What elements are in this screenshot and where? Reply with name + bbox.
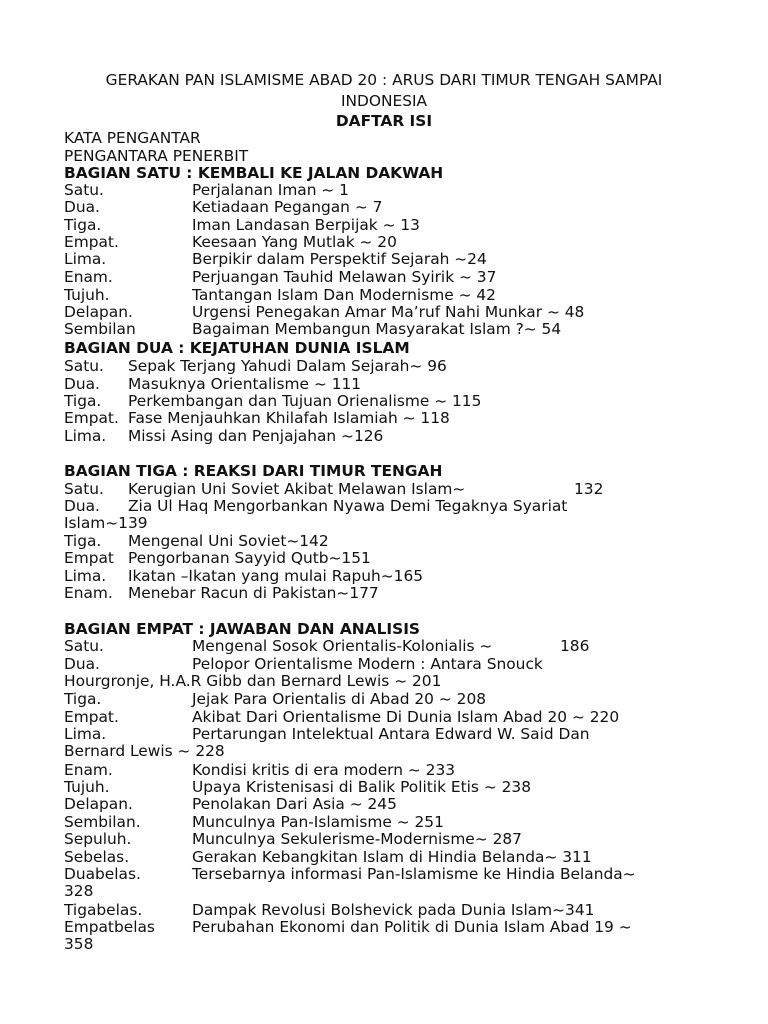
toc-item-number: Lima. xyxy=(64,250,107,268)
toc-heading: DAFTAR ISI xyxy=(335,112,433,130)
toc-item-number: Tigabelas. xyxy=(64,901,143,919)
toc-item-number: Enam. xyxy=(64,761,113,779)
toc-item-title: Pengorbanan Sayyid Qutb~151 xyxy=(128,549,371,567)
toc-item-number: Tujuh. xyxy=(64,286,110,304)
toc-item-number: Delapan. xyxy=(64,303,133,321)
toc-item-number: Satu. xyxy=(64,357,104,375)
toc-item-title: Perubahan Ekonomi dan Politik di Dunia Islam Abad 19 ~ xyxy=(192,918,632,936)
toc-item-continuation: 358 xyxy=(64,935,94,953)
toc-item-number: Satu. xyxy=(64,637,104,655)
part-heading: BAGIAN TIGA : REAKSI DARI TIMUR TENGAH xyxy=(64,462,443,480)
toc-item-number: Dua. xyxy=(64,655,100,673)
toc-item-title: Munculnya Pan-Islamisme ~ 251 xyxy=(192,813,444,831)
toc-item-number: Tiga. xyxy=(64,216,102,234)
toc-item-number: Tiga. xyxy=(64,690,102,708)
toc-item-number: Lima. xyxy=(64,427,107,445)
toc-item-number: Sebelas. xyxy=(64,848,130,866)
toc-item-title: Zia Ul Haq Mengorbankan Nyawa Demi Tegaknya Syariat xyxy=(128,497,568,515)
toc-item-title: Kondisi kritis di era modern ~ 233 xyxy=(192,761,456,779)
toc-item-page: 132 xyxy=(574,480,604,498)
toc-item-title: Bagaiman Membangun Masyarakat Islam ?~ 54 xyxy=(192,320,562,338)
toc-item-number: Duabelas. xyxy=(64,865,141,883)
toc-item-number: Empat. xyxy=(64,708,119,726)
toc-item-number: Delapan. xyxy=(64,795,133,813)
toc-item-title: Missi Asing dan Penjajahan ~126 xyxy=(128,427,384,445)
toc-item-title: Menebar Racun di Pakistan~177 xyxy=(128,584,379,602)
toc-item-continuation: Islam~139 xyxy=(64,514,148,532)
toc-item-number: Tujuh. xyxy=(64,778,110,796)
front-matter-publisher-note: PENGANTARA PENERBIT xyxy=(64,147,249,165)
toc-item-title: Tantangan Islam Dan Modernisme ~ 42 xyxy=(192,286,496,304)
toc-item-title: Kerugian Uni Soviet Akibat Melawan Islam~ xyxy=(128,480,466,498)
toc-item-number: Dua. xyxy=(64,497,100,515)
toc-item-number: Empatbelas xyxy=(64,918,155,936)
toc-item-title: Iman Landasan Berpijak ~ 13 xyxy=(192,216,420,234)
toc-item-title: Urgensi Penegakan Amar Ma’ruf Nahi Munkar ~ 48 xyxy=(192,303,585,321)
front-matter-foreword: KATA PENGANTAR xyxy=(64,129,201,147)
document-title-line-1: GERAKAN PAN ISLAMISME ABAD 20 : ARUS DARI TIMUR TENGAH SAMPAI xyxy=(105,71,663,89)
toc-item-title: Akibat Dari Orientalisme Di Dunia Islam Abad 20 ~ 220 xyxy=(192,708,620,726)
document-title-line-2: INDONESIA xyxy=(340,92,428,110)
toc-item-title: Jejak Para Orientalis di Abad 20 ~ 208 xyxy=(192,690,487,708)
toc-item-title: Ketiadaan Pegangan ~ 7 xyxy=(192,198,383,216)
toc-item-number: Lima. xyxy=(64,725,107,743)
toc-item-title: Mengenal Sosok Orientalis-Kolonialis ~ xyxy=(192,637,493,655)
toc-item-title: Upaya Kristenisasi di Balik Politik Etis ~ 238 xyxy=(192,778,531,796)
toc-item-title: Masuknya Orientalisme ~ 111 xyxy=(128,375,362,393)
toc-item-number: Satu. xyxy=(64,480,104,498)
toc-item-number: Satu. xyxy=(64,181,104,199)
toc-item-title: Sepak Terjang Yahudi Dalam Sejarah~ 96 xyxy=(128,357,447,375)
toc-item-title: Dampak Revolusi Bolshevick pada Dunia Islam~341 xyxy=(192,901,595,919)
toc-item-title: Fase Menjauhkan Khilafah Islamiah ~ 118 xyxy=(128,409,450,427)
toc-item-page: 186 xyxy=(560,637,590,655)
toc-item-title: Pelopor Orientalisme Modern : Antara Snouck xyxy=(192,655,543,673)
toc-item-number: Dua. xyxy=(64,198,100,216)
part-heading: BAGIAN DUA : KEJATUHAN DUNIA ISLAM xyxy=(64,339,410,357)
toc-item-number: Enam. xyxy=(64,584,113,602)
part-heading: BAGIAN EMPAT : JAWABAN DAN ANALISIS xyxy=(64,620,421,638)
toc-item-title: Pertarungan Intelektual Antara Edward W. Said Dan xyxy=(192,725,590,743)
toc-item-number: Lima. xyxy=(64,567,107,585)
toc-item-number: Sembilan. xyxy=(64,813,141,831)
toc-item-continuation: 328 xyxy=(64,882,94,900)
part-heading: BAGIAN SATU : KEMBALI KE JALAN DAKWAH xyxy=(64,164,444,182)
toc-item-continuation: Hourgronje, H.A.R Gibb dan Bernard Lewis ~ 201 xyxy=(64,672,442,690)
toc-item-continuation: Bernard Lewis ~ 228 xyxy=(64,742,225,760)
toc-item-number: Empat. xyxy=(64,233,119,251)
toc-item-title: Perkembangan dan Tujuan Orienalisme ~ 115 xyxy=(128,392,482,410)
toc-item-number: Tiga. xyxy=(64,532,102,550)
toc-item-number: Sembilan xyxy=(64,320,136,338)
toc-item-number: Empat xyxy=(64,549,114,567)
toc-item-number: Dua. xyxy=(64,375,100,393)
toc-item-number: Sepuluh. xyxy=(64,830,132,848)
toc-item-title: Perjalanan Iman ~ 1 xyxy=(192,181,349,199)
toc-item-title: Gerakan Kebangkitan Islam di Hindia Belanda~ 311 xyxy=(192,848,592,866)
toc-item-title: Mengenal Uni Soviet~142 xyxy=(128,532,329,550)
toc-item-title: Perjuangan Tauhid Melawan Syirik ~ 37 xyxy=(192,268,497,286)
toc-item-title: Ikatan –Ikatan yang mulai Rapuh~165 xyxy=(128,567,424,585)
toc-item-number: Tiga. xyxy=(64,392,102,410)
toc-item-title: Berpikir dalam Perspektif Sejarah ~24 xyxy=(192,250,487,268)
toc-item-title: Tersebarnya informasi Pan-Islamisme ke Hindia Belanda~ xyxy=(192,865,636,883)
toc-item-number: Enam. xyxy=(64,268,113,286)
toc-item-title: Penolakan Dari Asia ~ 245 xyxy=(192,795,397,813)
toc-item-number: Empat. xyxy=(64,409,119,427)
toc-item-title: Keesaan Yang Mutlak ~ 20 xyxy=(192,233,397,251)
toc-item-title: Munculnya Sekulerisme-Modernisme~ 287 xyxy=(192,830,522,848)
